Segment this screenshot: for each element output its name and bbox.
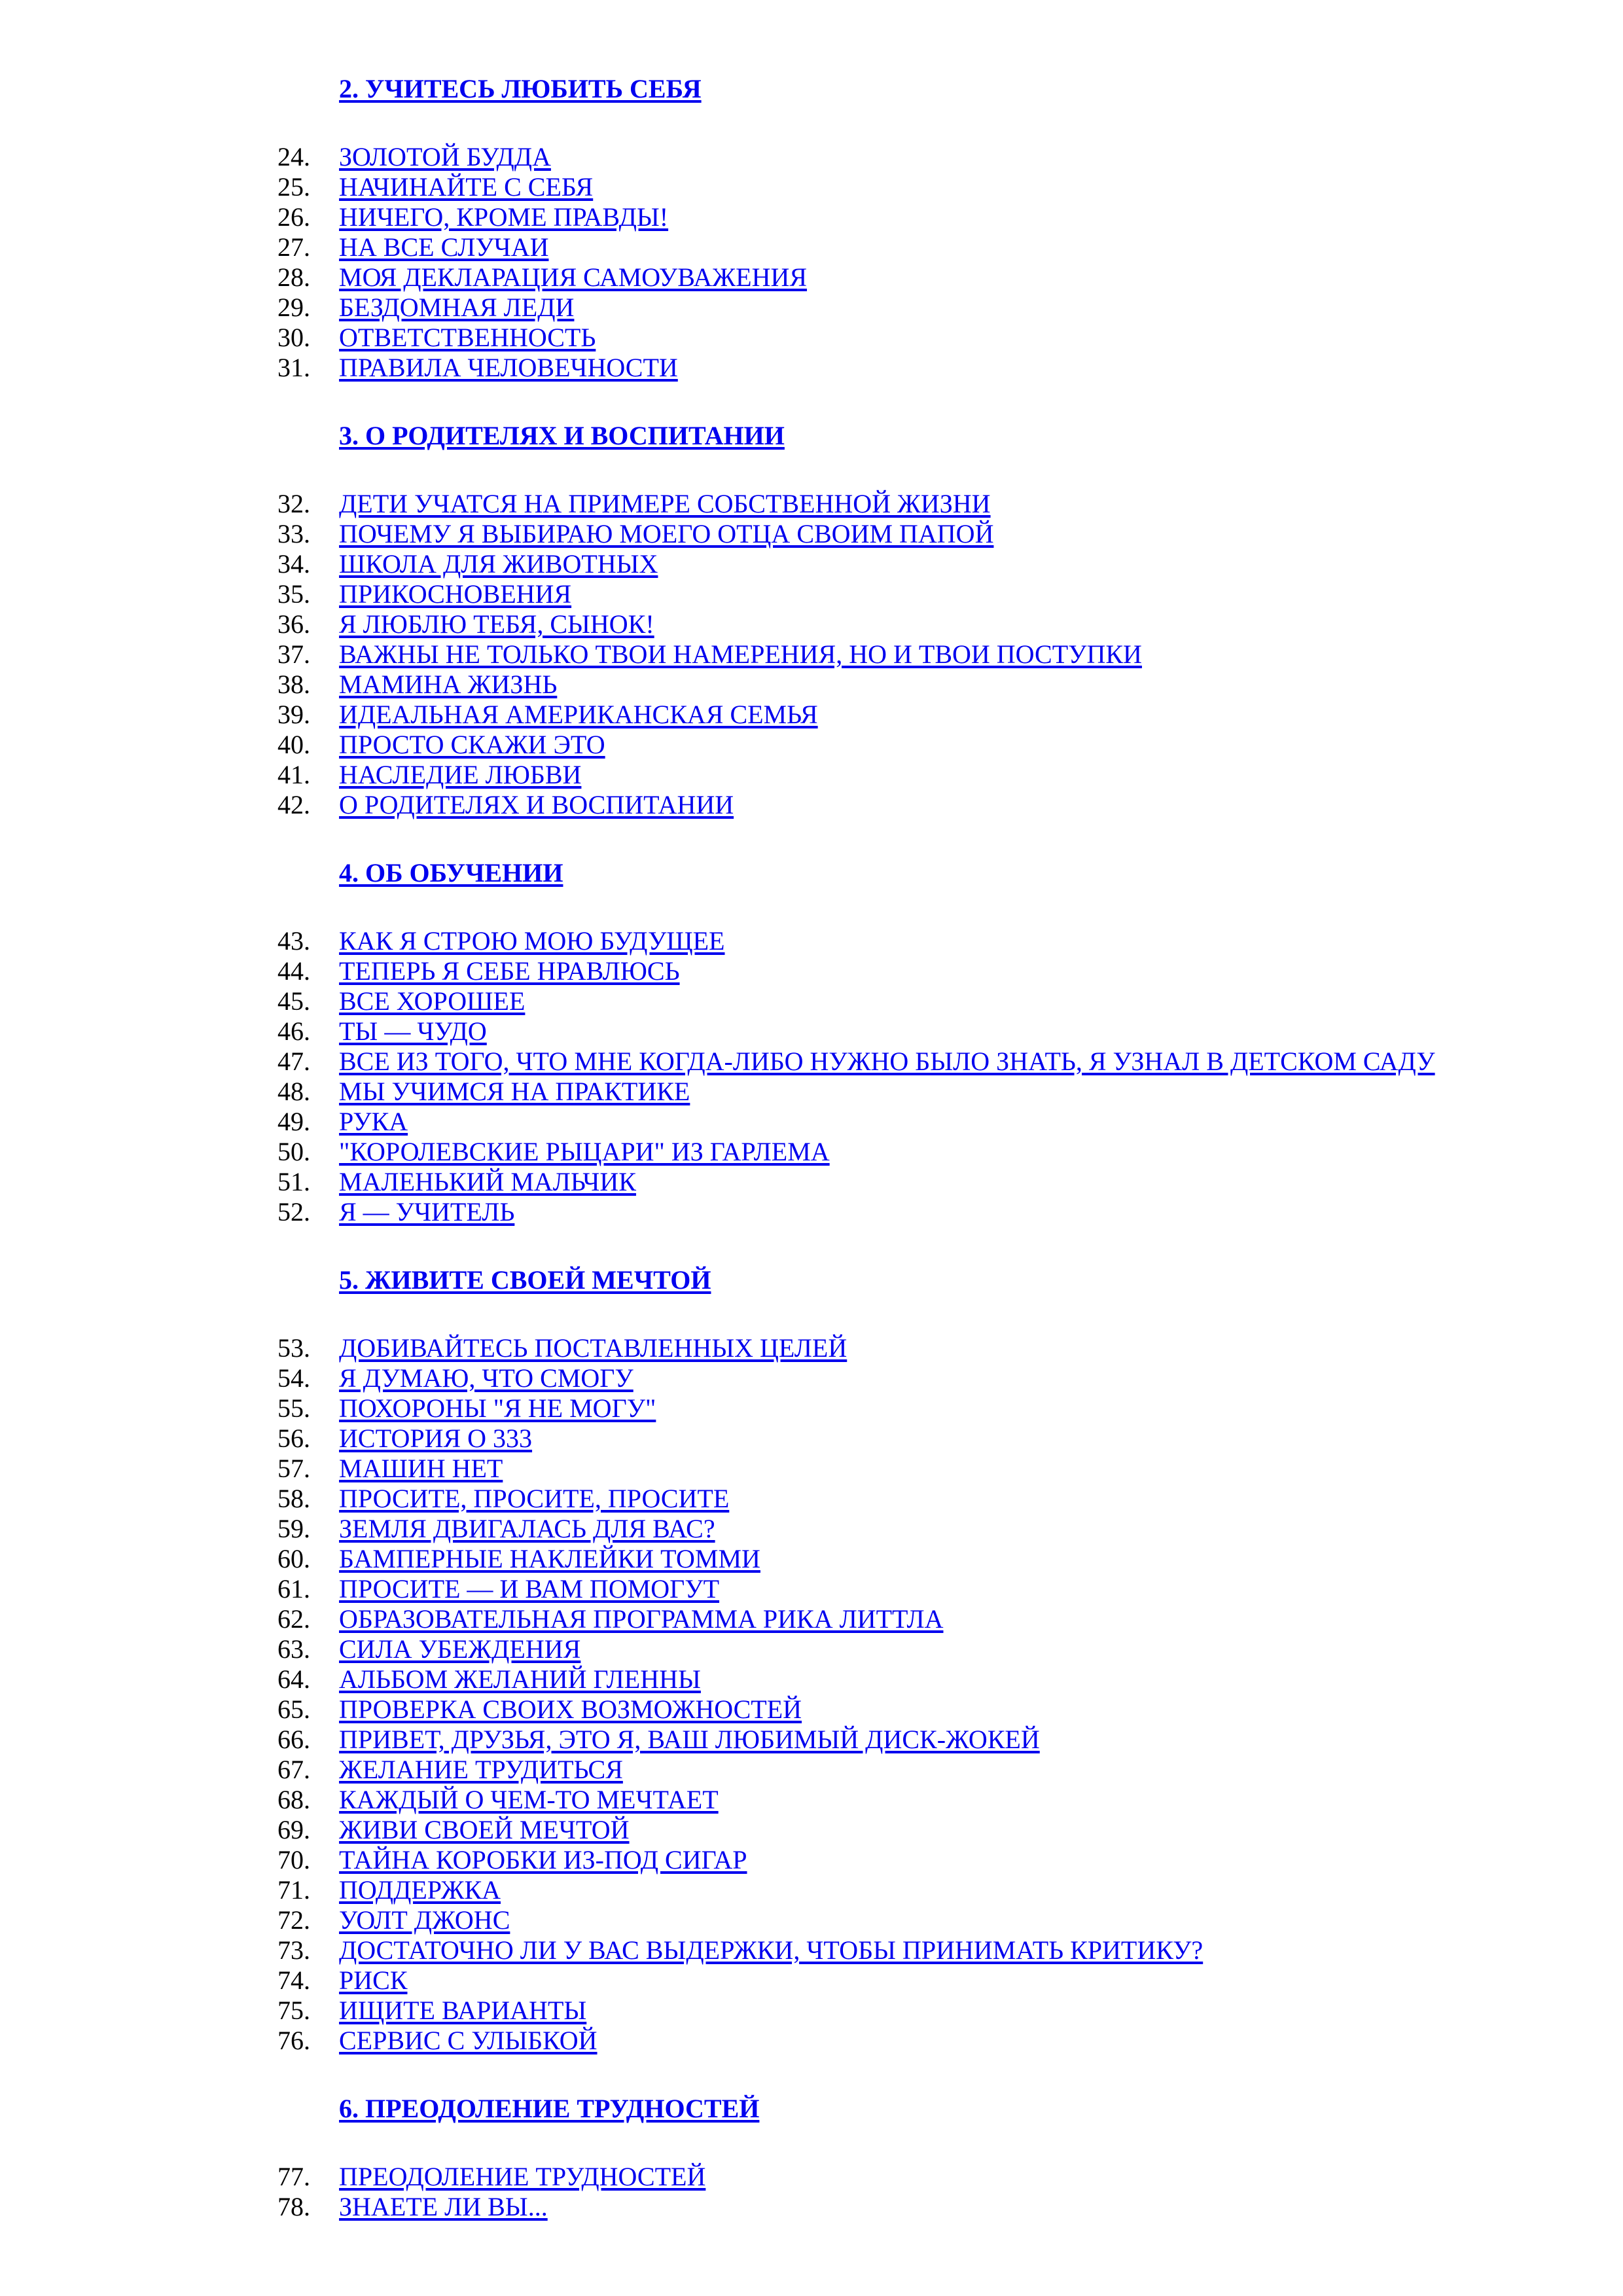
chapter-number: 67. — [277, 1755, 310, 1784]
chapter-number: 48. — [277, 1077, 310, 1106]
chapter-link[interactable]: ВСЕ ХОРОШЕЕ — [339, 986, 526, 1016]
chapter-number: 33. — [277, 519, 310, 548]
chapter-list-item — [0, 639, 1623, 670]
chapter-link[interactable]: ДОБИВАЙТЕСЬ ПОСТАВЛЕННЫХ ЦЕЛЕЙ — [339, 1333, 847, 1363]
chapter-link[interactable]: ЖЕЛАНИЕ ТРУДИТЬСЯ — [339, 1755, 623, 1784]
table-of-contents — [0, 74, 1623, 2260]
chapter-list-item — [0, 1137, 1623, 1167]
chapter-list-item — [0, 1875, 1623, 1905]
section-heading-link[interactable]: 2. УЧИТЕСЬ ЛЮБИТЬ СЕБЯ — [339, 74, 702, 103]
chapter-number: 51. — [277, 1167, 310, 1196]
chapter-link[interactable]: ПРИКОСНОВЕНИЯ — [339, 579, 572, 609]
chapter-link[interactable]: ИСТОРИЯ О 333 — [339, 1424, 533, 1453]
chapter-link[interactable]: ЖИВИ СВОЕЙ МЕЧТОЙ — [339, 1815, 630, 1844]
chapter-link[interactable]: УОЛТ ДЖОНС — [339, 1905, 510, 1935]
chapter-number: 34. — [277, 549, 310, 579]
chapter-link[interactable]: Я ДУМАЮ, ЧТО СМОГУ — [339, 1363, 633, 1393]
chapter-number: 46. — [277, 1016, 310, 1046]
chapter-number: 73. — [277, 1935, 310, 1965]
section-heading-link[interactable]: 3. О РОДИТЕЛЯХ И ВОСПИТАНИИ — [339, 421, 785, 450]
chapter-list-item — [0, 1785, 1623, 1815]
chapter-link[interactable]: ВАЖНЫ НЕ ТОЛЬКО ТВОИ НАМЕРЕНИЯ, НО И ТВОИ ПОСТУПКИ — [339, 639, 1142, 669]
chapter-link[interactable]: Я ЛЮБЛЮ ТЕБЯ, СЫНОК! — [339, 609, 654, 639]
chapter-list-item — [0, 1634, 1623, 1664]
section-heading-link[interactable]: 5. ЖИВИТЕ СВОЕЙ МЕЧТОЙ — [339, 1265, 711, 1295]
chapter-list-item — [0, 986, 1623, 1016]
chapter-link[interactable]: СИЛА УБЕЖДЕНИЯ — [339, 1634, 581, 1664]
chapter-number: 24. — [277, 142, 310, 171]
chapter-list-item — [0, 2026, 1623, 2056]
chapter-number: 44. — [277, 956, 310, 986]
toc-section — [0, 74, 1623, 383]
chapter-number: 64. — [277, 1664, 310, 1694]
chapter-list-item — [0, 1393, 1623, 1424]
chapter-number: 62. — [277, 1604, 310, 1634]
chapter-link[interactable]: ПРЕОДОЛЕНИЕ ТРУДНОСТЕЙ — [339, 2162, 706, 2191]
chapter-number: 30. — [277, 323, 310, 352]
chapter-list-item — [0, 353, 1623, 383]
chapter-list-item — [0, 1725, 1623, 1755]
chapter-link[interactable]: НАЧИНАЙТЕ С СЕБЯ — [339, 172, 594, 202]
chapter-list-item — [0, 1363, 1623, 1393]
chapter-list-item — [0, 956, 1623, 986]
chapter-number: 56. — [277, 1424, 310, 1453]
chapter-link[interactable]: ТАЙНА КОРОБКИ ИЗ-ПОД СИГАР — [339, 1845, 747, 1874]
chapter-number: 41. — [277, 760, 310, 789]
chapter-link[interactable]: "КОРОЛЕВСКИЕ РЫЦАРИ" ИЗ ГАРЛЕМА — [339, 1137, 830, 1166]
chapter-list-item — [0, 1167, 1623, 1197]
chapter-list-item — [0, 760, 1623, 790]
chapter-list-item — [0, 549, 1623, 579]
chapter-list-item — [0, 1905, 1623, 1935]
chapter-link[interactable]: НА ВСЕ СЛУЧАИ — [339, 232, 549, 262]
chapter-number: 65. — [277, 1695, 310, 1724]
chapter-number: 66. — [277, 1725, 310, 1754]
chapter-list — [0, 2162, 1623, 2222]
chapter-number: 75. — [277, 1996, 310, 2025]
chapter-list-item — [0, 1965, 1623, 1996]
chapter-number: 55. — [277, 1393, 310, 1423]
chapter-list-item — [0, 1664, 1623, 1695]
chapter-list-item — [0, 1454, 1623, 1484]
chapter-link[interactable]: НИЧЕГО, КРОМЕ ПРАВДЫ! — [339, 202, 669, 232]
chapter-link[interactable]: ДОСТАТОЧНО ЛИ У ВАС ВЫДЕРЖКИ, ЧТОБЫ ПРИНИМАТЬ КРИТИКУ? — [339, 1935, 1204, 1965]
chapter-list-item — [0, 1695, 1623, 1725]
chapter-list-item — [0, 1424, 1623, 1454]
toc-section — [0, 421, 1623, 820]
chapter-list-item — [0, 1107, 1623, 1137]
chapter-list-item — [0, 2162, 1623, 2192]
chapter-list-item — [0, 1544, 1623, 1574]
chapter-link[interactable]: СЕРВИС С УЛЫБКОЙ — [339, 2026, 597, 2055]
chapter-list-item — [0, 1935, 1623, 1965]
chapter-link[interactable]: НАСЛЕДИЕ ЛЮБВИ — [339, 760, 582, 789]
chapter-number: 50. — [277, 1137, 310, 1166]
chapter-list — [0, 142, 1623, 383]
chapter-list-item — [0, 293, 1623, 323]
chapter-number: 31. — [277, 353, 310, 382]
chapter-link[interactable]: ПОДДЕРЖКА — [339, 1875, 501, 1905]
chapter-number: 70. — [277, 1845, 310, 1874]
chapter-list-item — [0, 700, 1623, 730]
chapter-number: 35. — [277, 579, 310, 609]
chapter-link[interactable]: РИСК — [339, 1965, 408, 1995]
toc-section — [0, 858, 1623, 1227]
chapter-list-item — [0, 1815, 1623, 1845]
chapter-number: 60. — [277, 1544, 310, 1573]
chapter-list — [0, 1333, 1623, 2056]
chapter-link[interactable]: КАЖДЫЙ О ЧЕМ-ТО МЕЧТАЕТ — [339, 1785, 719, 1814]
toc-section — [0, 1265, 1623, 2056]
chapter-link[interactable]: ОТВЕТСТВЕННОСТЬ — [339, 323, 596, 352]
chapter-link[interactable]: РУКА — [339, 1107, 408, 1136]
chapter-number: 59. — [277, 1514, 310, 1543]
chapter-number: 74. — [277, 1965, 310, 1995]
chapter-number: 63. — [277, 1634, 310, 1664]
chapter-link[interactable]: ОБРАЗОВАТЕЛЬНАЯ ПРОГРАММА РИКА ЛИТТЛА — [339, 1604, 944, 1634]
chapter-link[interactable]: МЫ УЧИМСЯ НА ПРАКТИКЕ — [339, 1077, 690, 1106]
chapter-link[interactable]: ПРОВЕРКА СВОИХ ВОЗМОЖНОСТЕЙ — [339, 1695, 802, 1724]
chapter-number: 68. — [277, 1785, 310, 1814]
chapter-number: 45. — [277, 986, 310, 1016]
chapter-number: 49. — [277, 1107, 310, 1136]
chapter-link[interactable]: МАМИНА ЖИЗНЬ — [339, 670, 558, 699]
chapter-list-item — [0, 579, 1623, 609]
chapter-number: 76. — [277, 2026, 310, 2055]
chapter-number: 27. — [277, 232, 310, 262]
chapter-list-item — [0, 926, 1623, 956]
chapter-number: 78. — [277, 2192, 310, 2221]
chapter-list-item — [0, 142, 1623, 172]
chapter-link[interactable]: ТЕПЕРЬ Я СЕБЕ НРАВЛЮСЬ — [339, 956, 680, 986]
chapter-link[interactable]: ВСЕ ИЗ ТОГО, ЧТО МНЕ КОГДА-ЛИБО НУЖНО БЫЛО ЗНАТЬ, Я УЗНАЛ В ДЕТСКОМ САДУ — [339, 1047, 1435, 1076]
chapter-number: 52. — [277, 1197, 310, 1227]
chapter-list-item — [0, 1077, 1623, 1107]
chapter-list-item — [0, 1016, 1623, 1047]
chapter-list-item — [0, 730, 1623, 760]
chapter-link[interactable]: ИЩИТЕ ВАРИАНТЫ — [339, 1996, 587, 2025]
chapter-number: 38. — [277, 670, 310, 699]
chapter-list-item — [0, 1484, 1623, 1514]
chapter-list-item — [0, 232, 1623, 262]
chapter-link[interactable]: ПРИВЕТ, ДРУЗЬЯ, ЭТО Я, ВАШ ЛЮБИМЫЙ ДИСК-ЖОКЕЙ — [339, 1725, 1040, 1754]
chapter-list-item — [0, 489, 1623, 519]
chapter-number: 32. — [277, 489, 310, 518]
chapter-number: 43. — [277, 926, 310, 956]
chapter-link[interactable]: ПРАВИЛА ЧЕЛОВЕЧНОСТИ — [339, 353, 678, 382]
chapter-link[interactable]: ЗНАЕТЕ ЛИ ВЫ... — [339, 2192, 548, 2221]
chapter-number: 57. — [277, 1454, 310, 1483]
chapter-list-item — [0, 670, 1623, 700]
chapter-link[interactable]: ИДЕАЛЬНАЯ АМЕРИКАНСКАЯ СЕМЬЯ — [339, 700, 818, 729]
chapter-number: 26. — [277, 202, 310, 232]
chapter-number: 71. — [277, 1875, 310, 1905]
chapter-number: 39. — [277, 700, 310, 729]
chapter-number: 53. — [277, 1333, 310, 1363]
chapter-number: 69. — [277, 1815, 310, 1844]
chapter-link[interactable]: АЛЬБОМ ЖЕЛАНИЙ ГЛЕННЫ — [339, 1664, 701, 1694]
toc-section — [0, 2094, 1623, 2222]
chapter-link[interactable]: ПОЧЕМУ Я ВЫБИРАЮ МОЕГО ОТЦА СВОИМ ПАПОЙ — [339, 519, 994, 548]
chapter-list-item — [0, 790, 1623, 820]
chapter-list-item — [0, 262, 1623, 293]
chapter-list-item — [0, 1845, 1623, 1875]
chapter-link[interactable]: ЗЕМЛЯ ДВИГАЛАСЬ ДЛЯ ВАС? — [339, 1514, 715, 1543]
chapter-link[interactable]: БАМПЕРНЫЕ НАКЛЕЙКИ ТОММИ — [339, 1544, 760, 1573]
chapter-list — [0, 489, 1623, 820]
chapter-number: 36. — [277, 609, 310, 639]
chapter-list-item — [0, 1755, 1623, 1785]
chapter-number: 77. — [277, 2162, 310, 2191]
chapter-number: 42. — [277, 790, 310, 819]
chapter-link[interactable]: ПОХОРОНЫ "Я НЕ МОГУ" — [339, 1393, 656, 1423]
chapter-link[interactable]: ДЕТИ УЧАТСЯ НА ПРИМЕРЕ СОБСТВЕННОЙ ЖИЗНИ — [339, 489, 991, 518]
chapter-link[interactable]: МАШИН НЕТ — [339, 1454, 503, 1483]
chapter-number: 54. — [277, 1363, 310, 1393]
chapter-list-item — [0, 1333, 1623, 1363]
chapter-list-item — [0, 1047, 1623, 1077]
chapter-list-item — [0, 172, 1623, 202]
chapter-link[interactable]: Я — УЧИТЕЛЬ — [339, 1197, 515, 1227]
chapter-link[interactable]: МАЛЕНЬКИЙ МАЛЬЧИК — [339, 1167, 636, 1196]
chapter-number: 25. — [277, 172, 310, 202]
chapter-list-item — [0, 202, 1623, 232]
chapter-link[interactable]: ПРОСТО СКАЖИ ЭТО — [339, 730, 605, 759]
chapter-list-item — [0, 519, 1623, 549]
chapter-list-item — [0, 609, 1623, 639]
chapter-link[interactable]: ТЫ — ЧУДО — [339, 1016, 487, 1046]
chapter-number: 29. — [277, 293, 310, 322]
chapter-link[interactable]: ПРОСИТЕ, ПРОСИТЕ, ПРОСИТЕ — [339, 1484, 730, 1513]
chapter-list-item — [0, 2192, 1623, 2222]
chapter-number: 61. — [277, 1574, 310, 1604]
chapter-list-item — [0, 1574, 1623, 1604]
chapter-list-item — [0, 1604, 1623, 1634]
chapter-number: 58. — [277, 1484, 310, 1513]
chapter-number: 37. — [277, 639, 310, 669]
chapter-link[interactable]: ЗОЛОТОЙ БУДДА — [339, 142, 551, 171]
chapter-link[interactable]: О РОДИТЕЛЯХ И ВОСПИТАНИИ — [339, 790, 734, 819]
chapter-link[interactable]: КАК Я СТРОЮ МОЮ БУДУЩЕЕ — [339, 926, 725, 956]
chapter-number: 47. — [277, 1047, 310, 1076]
chapter-list — [0, 926, 1623, 1227]
chapter-list-item — [0, 323, 1623, 353]
chapter-list-item — [0, 1514, 1623, 1544]
section-heading-link[interactable]: 6. ПРЕОДОЛЕНИЕ ТРУДНОСТЕЙ — [339, 2094, 760, 2123]
chapter-number: 40. — [277, 730, 310, 759]
chapter-number: 72. — [277, 1905, 310, 1935]
chapter-link[interactable]: ШКОЛА ДЛЯ ЖИВОТНЫХ — [339, 549, 658, 579]
chapter-list-item — [0, 1996, 1623, 2026]
section-heading-link[interactable]: 4. ОБ ОБУЧЕНИИ — [339, 858, 563, 888]
chapter-link[interactable]: МОЯ ДЕКЛАРАЦИЯ САМОУВАЖЕНИЯ — [339, 262, 808, 292]
chapter-link[interactable]: ПРОСИТЕ — И ВАМ ПОМОГУТ — [339, 1574, 720, 1604]
chapter-list-item — [0, 1197, 1623, 1227]
chapter-link[interactable]: БЕЗДОМНАЯ ЛЕДИ — [339, 293, 575, 322]
chapter-number: 28. — [277, 262, 310, 292]
